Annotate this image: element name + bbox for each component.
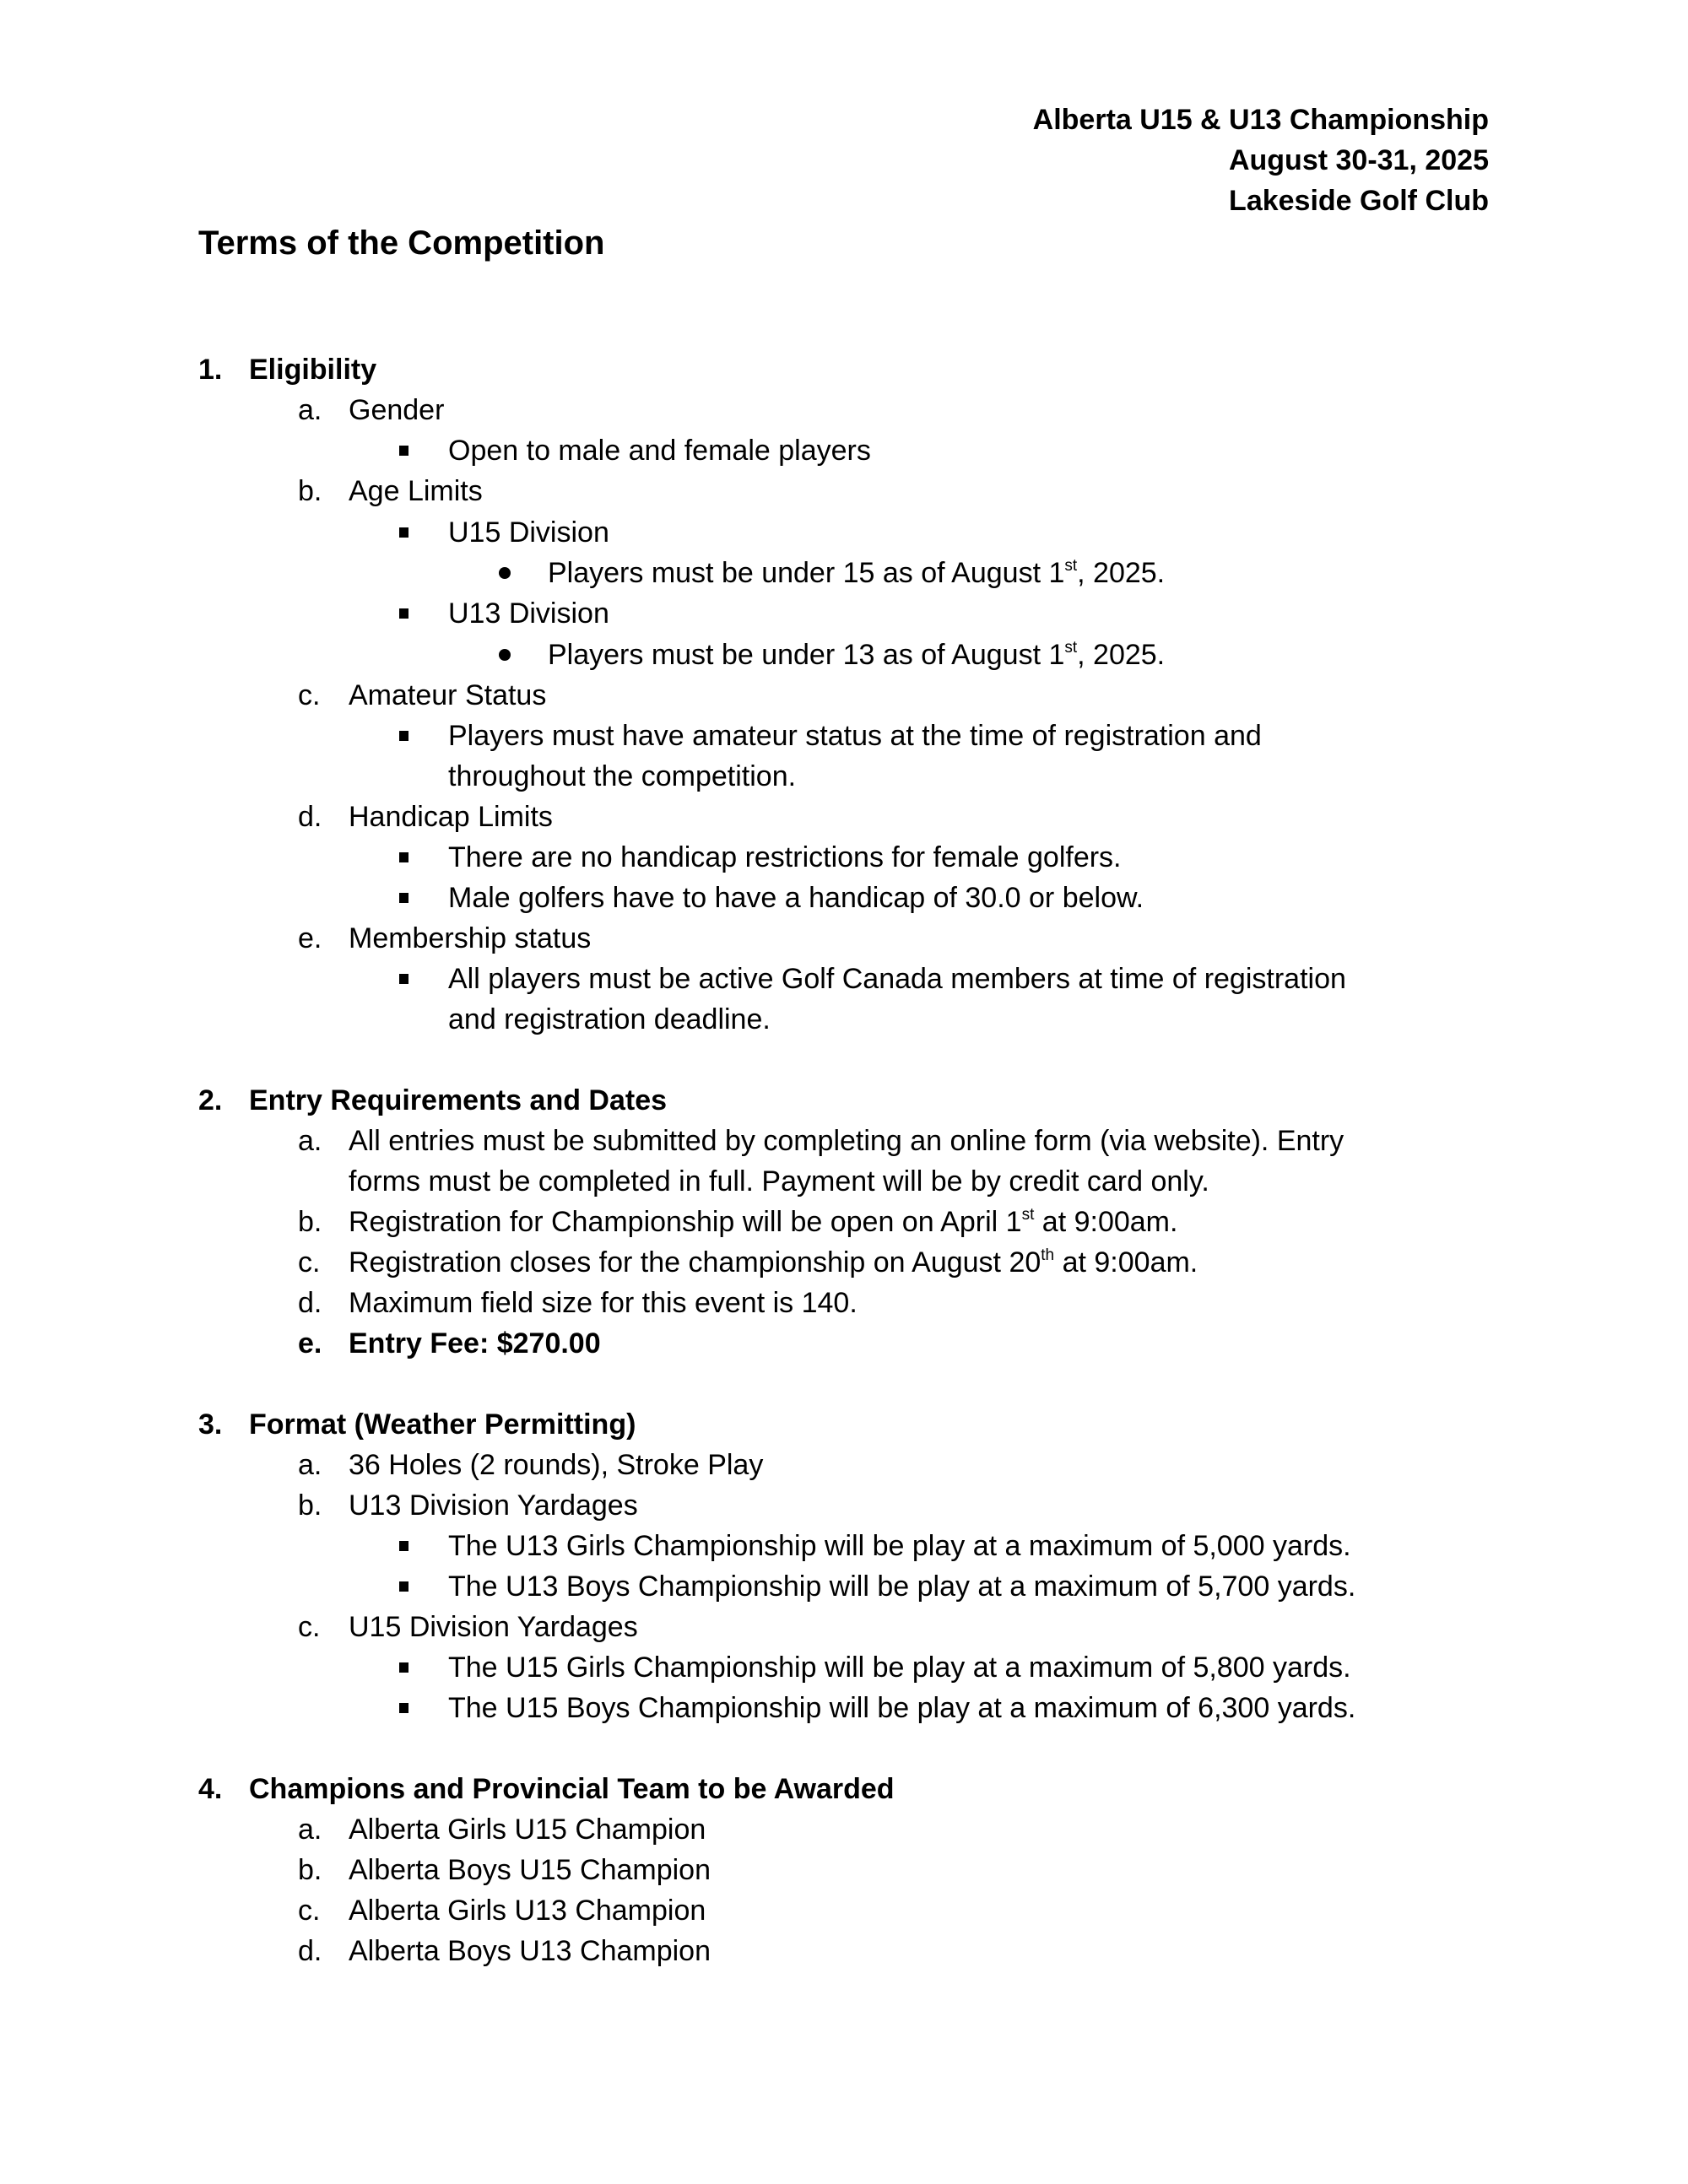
square-bullet-icon <box>399 1703 408 1713</box>
square-bullet-icon <box>399 1541 408 1551</box>
page-title: Terms of the Competition <box>198 224 605 262</box>
square-bullet-icon <box>399 1662 408 1673</box>
round-bullet-icon <box>499 567 511 579</box>
square-bullet-icon <box>399 852 408 862</box>
event-name: Alberta U15 & U13 Championship <box>1032 104 1489 136</box>
bullet-item-continuation: throughout the competition. <box>448 760 797 792</box>
event-venue: Lakeside Golf Club <box>1229 185 1489 217</box>
list-item-continuation: forms must be completed in full. Payment will be by credit card only. <box>349 1165 1209 1197</box>
round-bullet-icon <box>499 649 511 661</box>
square-bullet-icon <box>399 446 408 456</box>
document-page: Alberta U15 & U13 Championship August 30-31, 2025 Lakeside Golf Club Terms of the Competition 1. Eligibility a. Gender Open to male and female players b. Age Limits U15 Division Players must be under 15 as of August 1st, 2025. U13 Division Players must be under 13 as of August 1st, 2025. c. Amateur Status Players must have amateur status at the time of registration and throughout the competition. d. Handicap Limits There are no handicap restrictions for female golfers. Male golfers have to have a handicap of 30.0 or below. e. Membership status All players must be active Golf Canada members at time of registration and registration deadline. 2. Entry Requirements and Dates a. All entries must be submitted by completing an online form (via website). Entry forms must be completed in full. Payment will be by credit card only. b. Registration for Championship will be open on April 1st at 9:00am. c. Registration closes for the championship on August 20th at 9:00am. d. Maximum field size for this event is 140. e. Entry Fee: $270.00 3. Format (Weather Permitting) a. 36 Holes (2 rounds), Stroke Play b. U13 Division Yardages The U13 Girls Championship will be play at a maximum of 5,000 yards. The U13 Boys Championship will be play at a maximum of 5,700 yards. c. U15 Division Yardages The U15 Girls Championship will be play at a maximum of 5,800 yards. The U15 Boys Championship will be play at a maximum of 6,300 yards. 4. Champions and Provincial Team to be Awarded a. Alberta Girls U15 Champion b. Alberta Boys U15 Champion c. Alberta Girls U13 Champion d. Alberta Boys U13 Champion <box>0 0 1688 2184</box>
square-bullet-icon <box>399 608 408 619</box>
square-bullet-icon <box>399 893 408 903</box>
event-header <box>1033 100 1489 221</box>
square-bullet-icon <box>399 731 408 741</box>
bullet-item-continuation: and registration deadline. <box>448 1003 771 1035</box>
event-dates: August 30-31, 2025 <box>1228 144 1489 176</box>
square-bullet-icon <box>399 527 408 538</box>
square-bullet-icon <box>399 1581 408 1592</box>
square-bullet-icon <box>399 974 408 984</box>
